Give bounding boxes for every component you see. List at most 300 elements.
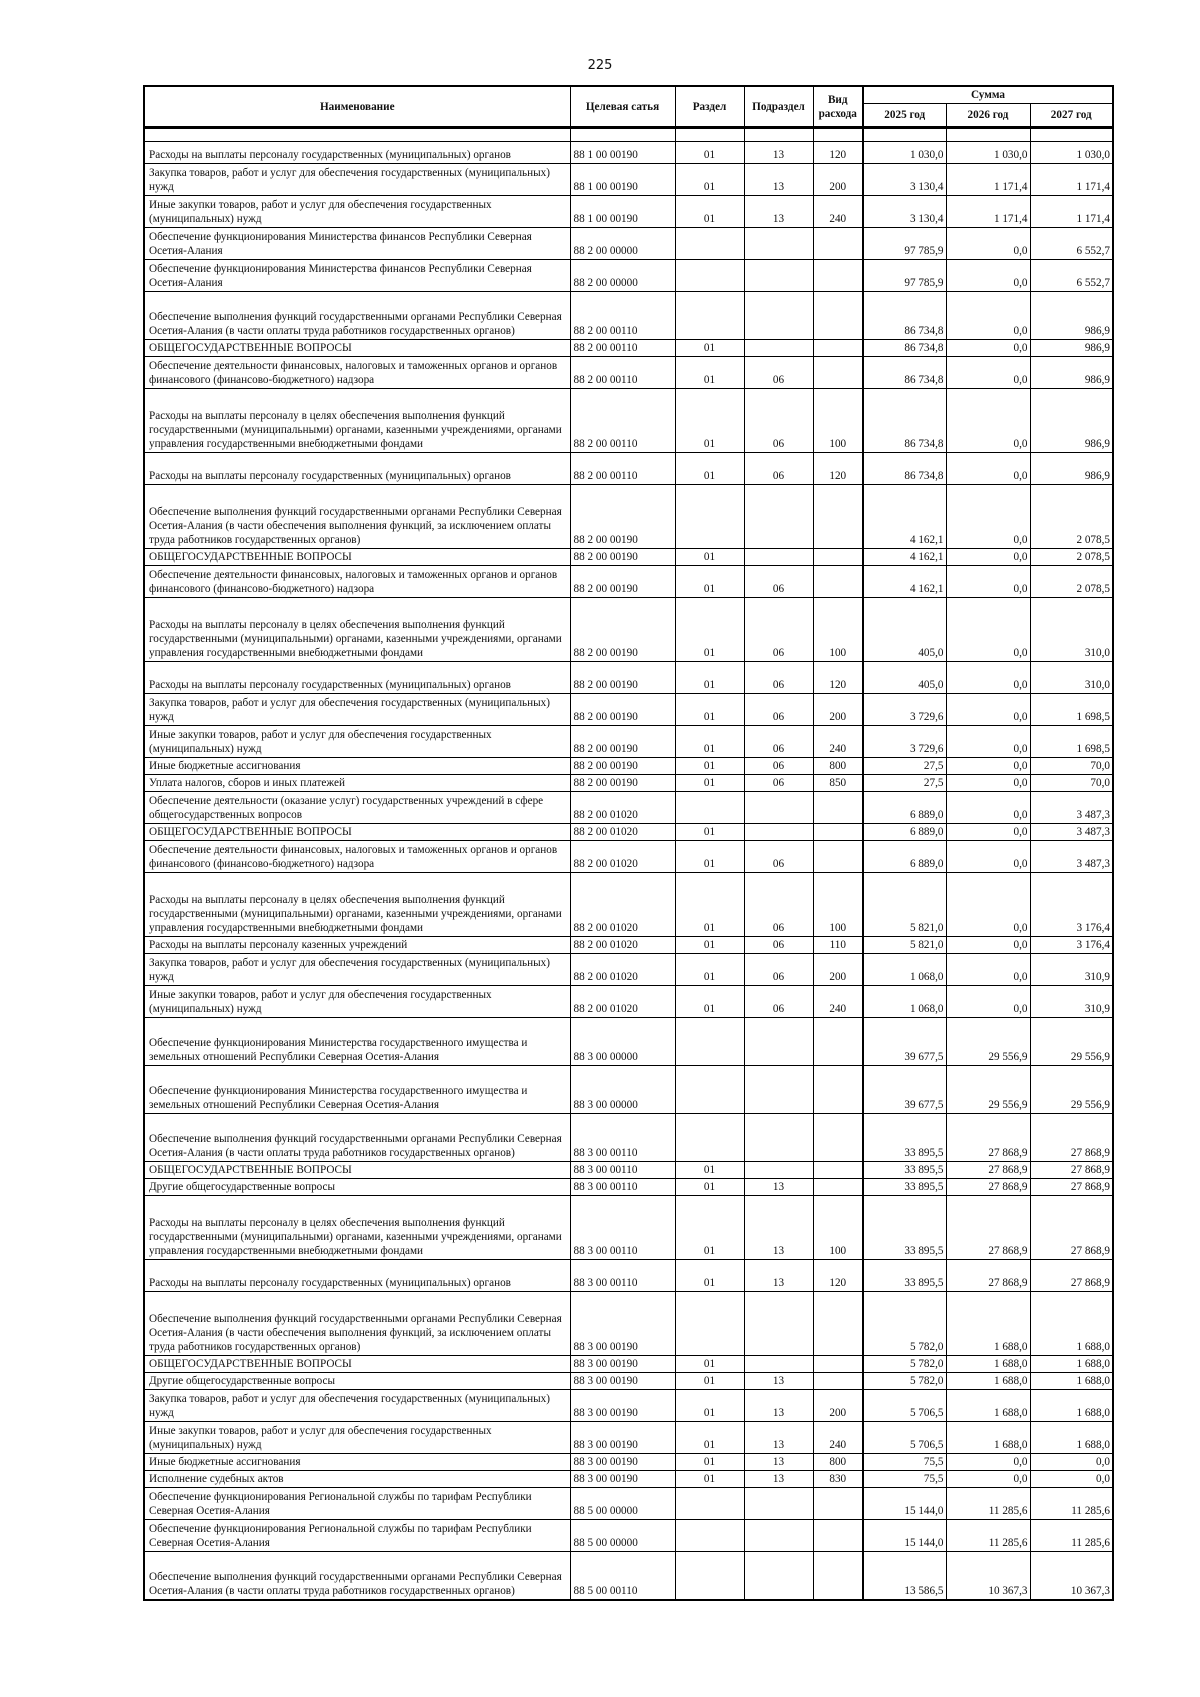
cell-section (675, 228, 744, 260)
cell-2026: 0,0 (946, 292, 1030, 340)
cell-name: Обеспечение выполнения функций государственными органами Республики Северная Осетия-Алания (в части оплаты труда работников государственных органов) (144, 1552, 570, 1600)
cell-2025: 1 030,0 (863, 142, 946, 164)
cell-2025: 86 734,8 (863, 357, 946, 389)
cell-target: 88 3 00 00110 (570, 1114, 675, 1162)
cell-subsection (744, 228, 813, 260)
cell-2027: 27 868,9 (1030, 1196, 1113, 1260)
cell-target: 88 2 00 00190 (570, 485, 675, 549)
cell-section (675, 792, 744, 824)
cell-type (813, 1179, 863, 1196)
table-row (144, 142, 1113, 164)
cell-type: 100 (813, 389, 863, 453)
cell-2027: 2 078,5 (1030, 566, 1113, 598)
cell-2027: 3 487,3 (1030, 792, 1113, 824)
header-subsection: Подраздел (744, 86, 813, 128)
cell-subsection (744, 260, 813, 292)
cell-2025: 97 785,9 (863, 228, 946, 260)
cell-2026: 0,0 (946, 726, 1030, 758)
cell-name: ОБЩЕГОСУДАРСТВЕННЫЕ ВОПРОСЫ (144, 1356, 570, 1373)
cell-2025: 5 706,5 (863, 1390, 946, 1422)
table-row (144, 453, 1113, 485)
cell-type: 120 (813, 142, 863, 164)
table-row (144, 726, 1113, 758)
cell-2026: 0,0 (946, 758, 1030, 775)
cell-2025: 86 734,8 (863, 340, 946, 357)
cell-name: ОБЩЕГОСУДАРСТВЕННЫЕ ВОПРОСЫ (144, 549, 570, 566)
cell-2026: 0,0 (946, 485, 1030, 549)
cell-section: 01 (675, 142, 744, 164)
cell-subsection (744, 1552, 813, 1600)
cell-subsection: 06 (744, 841, 813, 873)
cell-2027: 0,0 (1030, 1454, 1113, 1471)
cell-2026: 1 171,4 (946, 196, 1030, 228)
table-row (144, 549, 1113, 566)
cell-type: 830 (813, 1471, 863, 1488)
cell-2027: 70,0 (1030, 775, 1113, 792)
cell-2025: 97 785,9 (863, 260, 946, 292)
cell-target: 88 2 00 00190 (570, 775, 675, 792)
table-row (144, 1390, 1113, 1422)
cell-section: 01 (675, 758, 744, 775)
table-row (144, 292, 1113, 340)
cell-type: 200 (813, 694, 863, 726)
cell-2025: 5 821,0 (863, 873, 946, 937)
budget-table (143, 85, 1114, 1601)
cell-subsection: 13 (744, 1373, 813, 1390)
cell-name: Расходы на выплаты персоналу государственных (муниципальных) органов (144, 662, 570, 694)
cell-subsection: 06 (744, 954, 813, 986)
cell-target: 88 2 00 01020 (570, 954, 675, 986)
cell-name: Расходы на выплаты персоналу в целях обеспечения выполнения функций государственными (муниципальными) органами, казенными учреждениями, органами управления государственными внебюджетными фондами (144, 1196, 570, 1260)
spacer-cell (1030, 128, 1113, 142)
cell-2026: 0,0 (946, 775, 1030, 792)
cell-type (813, 841, 863, 873)
spacer-cell (144, 128, 570, 142)
table-row (144, 758, 1113, 775)
cell-2027: 3 176,4 (1030, 873, 1113, 937)
table-row (144, 1196, 1113, 1260)
cell-type: 100 (813, 1196, 863, 1260)
cell-type (813, 549, 863, 566)
cell-2027: 310,0 (1030, 662, 1113, 694)
cell-name: Обеспечение деятельности (оказание услуг) государственных учреждений в сфере общегосударственных вопросов (144, 792, 570, 824)
cell-type: 110 (813, 937, 863, 954)
cell-section: 01 (675, 841, 744, 873)
cell-section: 01 (675, 1196, 744, 1260)
cell-section: 01 (675, 775, 744, 792)
cell-2025: 5 706,5 (863, 1422, 946, 1454)
cell-target: 88 3 00 00190 (570, 1292, 675, 1356)
cell-name: Иные закупки товаров, работ и услуг для обеспечения государственных (муниципальных) нужд (144, 196, 570, 228)
cell-name: Расходы на выплаты персоналу в целях обеспечения выполнения функций государственными (муниципальными) органами, казенными учреждениями, органами управления государственными внебюджетными фондами (144, 598, 570, 662)
cell-target: 88 3 00 00110 (570, 1179, 675, 1196)
cell-subsection: 06 (744, 357, 813, 389)
table-row (144, 1471, 1113, 1488)
table-row (144, 228, 1113, 260)
cell-target: 88 3 00 00190 (570, 1422, 675, 1454)
cell-name: Расходы на выплаты персоналу в целях обеспечения выполнения функций государственными (муниципальными) органами, казенными учреждениями, органами управления государственными внебюджетными фондами (144, 873, 570, 937)
cell-name: Обеспечение деятельности финансовых, налоговых и таможенных органов и органов финансового (финансово-бюджетного) надзора (144, 357, 570, 389)
cell-2027: 3 487,3 (1030, 841, 1113, 873)
cell-2026: 0,0 (946, 598, 1030, 662)
cell-2025: 13 586,5 (863, 1552, 946, 1600)
cell-2027: 3 487,3 (1030, 824, 1113, 841)
cell-2025: 405,0 (863, 662, 946, 694)
cell-target: 88 5 00 00000 (570, 1520, 675, 1552)
cell-subsection (744, 1066, 813, 1114)
cell-subsection (744, 1018, 813, 1066)
table-row (144, 598, 1113, 662)
cell-target: 88 1 00 00190 (570, 164, 675, 196)
cell-target: 88 3 00 00190 (570, 1373, 675, 1390)
cell-2026: 11 285,6 (946, 1520, 1030, 1552)
cell-2027: 986,9 (1030, 357, 1113, 389)
cell-2027: 986,9 (1030, 453, 1113, 485)
cell-2027: 2 078,5 (1030, 549, 1113, 566)
table-row (144, 340, 1113, 357)
cell-2026: 29 556,9 (946, 1018, 1030, 1066)
cell-2025: 33 895,5 (863, 1260, 946, 1292)
cell-type (813, 340, 863, 357)
cell-target: 88 3 00 00190 (570, 1356, 675, 1373)
table-row (144, 694, 1113, 726)
cell-target: 88 3 00 00110 (570, 1162, 675, 1179)
cell-type: 800 (813, 1454, 863, 1471)
cell-subsection (744, 1520, 813, 1552)
spacer-cell (946, 128, 1030, 142)
cell-2025: 405,0 (863, 598, 946, 662)
cell-type (813, 1292, 863, 1356)
cell-2026: 1 030,0 (946, 142, 1030, 164)
cell-2026: 0,0 (946, 873, 1030, 937)
cell-2026: 1 171,4 (946, 164, 1030, 196)
cell-subsection (744, 292, 813, 340)
cell-type (813, 792, 863, 824)
header-2026: 2026 год (946, 104, 1030, 128)
cell-type (813, 357, 863, 389)
table-row (144, 196, 1113, 228)
cell-2026: 1 688,0 (946, 1390, 1030, 1422)
cell-2025: 4 162,1 (863, 566, 946, 598)
cell-name: Закупка товаров, работ и услуг для обеспечения государственных (муниципальных) нужд (144, 954, 570, 986)
cell-2027: 29 556,9 (1030, 1066, 1113, 1114)
cell-name: Расходы на выплаты персоналу государственных (муниципальных) органов (144, 453, 570, 485)
cell-2025: 3 130,4 (863, 196, 946, 228)
cell-2027: 310,9 (1030, 954, 1113, 986)
cell-type (813, 824, 863, 841)
cell-name: Обеспечение функционирования Региональной службы по тарифам Республики Северная Осетия-Алания (144, 1488, 570, 1520)
cell-type: 120 (813, 662, 863, 694)
cell-type (813, 260, 863, 292)
cell-2025: 6 889,0 (863, 824, 946, 841)
header-target: Целевая сатья (570, 86, 675, 128)
cell-2026: 0,0 (946, 389, 1030, 453)
cell-subsection: 13 (744, 1422, 813, 1454)
cell-section: 01 (675, 873, 744, 937)
cell-section: 01 (675, 954, 744, 986)
cell-target: 88 2 00 00190 (570, 566, 675, 598)
cell-2026: 0,0 (946, 357, 1030, 389)
cell-section (675, 1488, 744, 1520)
cell-section: 01 (675, 389, 744, 453)
cell-2026: 0,0 (946, 986, 1030, 1018)
cell-2026: 0,0 (946, 566, 1030, 598)
header-sum: Сумма (863, 86, 1113, 104)
table-row (144, 841, 1113, 873)
table-row (144, 662, 1113, 694)
cell-section: 01 (675, 1179, 744, 1196)
spacer-cell (675, 128, 744, 142)
cell-section: 01 (675, 566, 744, 598)
cell-section (675, 485, 744, 549)
cell-2026: 0,0 (946, 1471, 1030, 1488)
table-row (144, 389, 1113, 453)
cell-subsection: 06 (744, 937, 813, 954)
cell-2026: 27 868,9 (946, 1179, 1030, 1196)
cell-2027: 27 868,9 (1030, 1179, 1113, 1196)
cell-section (675, 1066, 744, 1114)
cell-2025: 15 144,0 (863, 1520, 946, 1552)
cell-target: 88 2 00 01020 (570, 873, 675, 937)
cell-target: 88 2 00 01020 (570, 841, 675, 873)
cell-2027: 1 698,5 (1030, 694, 1113, 726)
cell-2025: 33 895,5 (863, 1114, 946, 1162)
page-number: 225 (587, 58, 613, 73)
cell-name: Уплата налогов, сборов и иных платежей (144, 775, 570, 792)
table-row (144, 1114, 1113, 1162)
cell-type: 240 (813, 726, 863, 758)
cell-2026: 1 688,0 (946, 1422, 1030, 1454)
cell-2025: 33 895,5 (863, 1162, 946, 1179)
cell-name: Обеспечение функционирования Министерства государственного имущества и земельных отношений Республики Северная Осетия-Алания (144, 1018, 570, 1066)
cell-2027: 11 285,6 (1030, 1520, 1113, 1552)
cell-section: 01 (675, 1373, 744, 1390)
cell-name: Обеспечение функционирования Министерства государственного имущества и земельных отношений Республики Северная Осетия-Алания (144, 1066, 570, 1114)
cell-target: 88 2 00 00110 (570, 389, 675, 453)
cell-2027: 1 698,5 (1030, 726, 1113, 758)
cell-2026: 0,0 (946, 937, 1030, 954)
cell-subsection (744, 824, 813, 841)
cell-2025: 15 144,0 (863, 1488, 946, 1520)
cell-name: Расходы на выплаты персоналу государственных (муниципальных) органов (144, 1260, 570, 1292)
table-row (144, 792, 1113, 824)
cell-2027: 6 552,7 (1030, 228, 1113, 260)
cell-2025: 4 162,1 (863, 549, 946, 566)
cell-subsection: 13 (744, 1179, 813, 1196)
cell-type (813, 292, 863, 340)
cell-subsection: 06 (744, 453, 813, 485)
cell-2027: 11 285,6 (1030, 1488, 1113, 1520)
cell-name: Иные закупки товаров, работ и услуг для обеспечения государственных (муниципальных) нужд (144, 1422, 570, 1454)
cell-target: 88 3 00 00190 (570, 1454, 675, 1471)
table-row (144, 1454, 1113, 1471)
cell-subsection: 13 (744, 142, 813, 164)
cell-section: 01 (675, 694, 744, 726)
cell-section: 01 (675, 824, 744, 841)
cell-2026: 27 868,9 (946, 1114, 1030, 1162)
cell-section (675, 1520, 744, 1552)
cell-section (675, 1552, 744, 1600)
header-section: Раздел (675, 86, 744, 128)
cell-section: 01 (675, 1471, 744, 1488)
cell-target: 88 2 00 00190 (570, 549, 675, 566)
cell-2026: 0,0 (946, 453, 1030, 485)
cell-2026: 27 868,9 (946, 1196, 1030, 1260)
table-row (144, 1018, 1113, 1066)
cell-section: 01 (675, 937, 744, 954)
cell-section: 01 (675, 164, 744, 196)
cell-name: Обеспечение выполнения функций государственными органами Республики Северная Осетия-Алания (в части оплаты труда работников государственных органов) (144, 292, 570, 340)
cell-type: 100 (813, 873, 863, 937)
cell-2025: 3 729,6 (863, 694, 946, 726)
cell-2026: 1 688,0 (946, 1292, 1030, 1356)
cell-type (813, 1552, 863, 1600)
cell-subsection: 06 (744, 389, 813, 453)
cell-type (813, 1373, 863, 1390)
cell-subsection (744, 340, 813, 357)
cell-target: 88 2 00 00190 (570, 726, 675, 758)
cell-2025: 6 889,0 (863, 792, 946, 824)
cell-section: 01 (675, 1356, 744, 1373)
cell-name: Обеспечение деятельности финансовых, налоговых и таможенных органов и органов финансового (финансово-бюджетного) надзора (144, 841, 570, 873)
cell-2025: 4 162,1 (863, 485, 946, 549)
cell-subsection: 13 (744, 1471, 813, 1488)
cell-subsection (744, 1162, 813, 1179)
cell-type (813, 1018, 863, 1066)
cell-subsection: 06 (744, 694, 813, 726)
cell-2027: 986,9 (1030, 340, 1113, 357)
cell-2025: 86 734,8 (863, 453, 946, 485)
cell-2026: 27 868,9 (946, 1162, 1030, 1179)
cell-2027: 70,0 (1030, 758, 1113, 775)
cell-2026: 0,0 (946, 1454, 1030, 1471)
cell-2025: 1 068,0 (863, 954, 946, 986)
cell-name: Исполнение судебных актов (144, 1471, 570, 1488)
table-row (144, 1179, 1113, 1196)
cell-section: 01 (675, 340, 744, 357)
cell-name: Расходы на выплаты персоналу казенных учреждений (144, 937, 570, 954)
cell-section (675, 1114, 744, 1162)
cell-2027: 1 030,0 (1030, 142, 1113, 164)
cell-name: Расходы на выплаты персоналу государственных (муниципальных) органов (144, 142, 570, 164)
cell-subsection: 06 (744, 726, 813, 758)
cell-target: 88 2 00 00110 (570, 357, 675, 389)
cell-subsection (744, 1114, 813, 1162)
cell-section: 01 (675, 1454, 744, 1471)
cell-name: Обеспечение выполнения функций государственными органами Республики Северная Осетия-Алания (в части оплаты труда работников государственных органов) (144, 1114, 570, 1162)
cell-2025: 3 130,4 (863, 164, 946, 196)
cell-subsection (744, 485, 813, 549)
table-body (144, 128, 1113, 1600)
cell-subsection (744, 1292, 813, 1356)
cell-subsection: 13 (744, 1196, 813, 1260)
cell-2026: 11 285,6 (946, 1488, 1030, 1520)
cell-type (813, 485, 863, 549)
cell-target: 88 2 00 00110 (570, 453, 675, 485)
cell-2027: 1 688,0 (1030, 1390, 1113, 1422)
cell-2027: 27 868,9 (1030, 1162, 1113, 1179)
cell-target: 88 5 00 00000 (570, 1488, 675, 1520)
cell-2026: 0,0 (946, 824, 1030, 841)
cell-2025: 86 734,8 (863, 292, 946, 340)
cell-2027: 3 176,4 (1030, 937, 1113, 954)
table-row (144, 873, 1113, 937)
cell-name: Закупка товаров, работ и услуг для обеспечения государственных (муниципальных) нужд (144, 164, 570, 196)
cell-subsection: 06 (744, 873, 813, 937)
cell-2027: 1 688,0 (1030, 1356, 1113, 1373)
cell-target: 88 2 00 00190 (570, 662, 675, 694)
cell-subsection: 13 (744, 164, 813, 196)
cell-type: 240 (813, 196, 863, 228)
cell-section: 01 (675, 662, 744, 694)
cell-target: 88 2 00 00110 (570, 340, 675, 357)
cell-2025: 86 734,8 (863, 389, 946, 453)
cell-section: 01 (675, 1422, 744, 1454)
cell-section (675, 1292, 744, 1356)
cell-2027: 1 688,0 (1030, 1422, 1113, 1454)
cell-target: 88 3 00 00000 (570, 1066, 675, 1114)
table-row (144, 954, 1113, 986)
cell-subsection: 13 (744, 1260, 813, 1292)
cell-subsection: 06 (744, 662, 813, 694)
cell-target: 88 3 00 00110 (570, 1260, 675, 1292)
cell-target: 88 2 00 00190 (570, 598, 675, 662)
cell-name: Обеспечение выполнения функций государственными органами Республики Северная Осетия-Алания (в части обеспечения выполнения функций, за исключением оплаты труда работников государственных органов) (144, 1292, 570, 1356)
cell-2026: 0,0 (946, 340, 1030, 357)
cell-2026: 0,0 (946, 694, 1030, 726)
header-2027: 2027 год (1030, 104, 1113, 128)
cell-2027: 27 868,9 (1030, 1114, 1113, 1162)
cell-section: 01 (675, 986, 744, 1018)
cell-target: 88 3 00 00190 (570, 1471, 675, 1488)
cell-2026: 0,0 (946, 792, 1030, 824)
cell-type: 240 (813, 1422, 863, 1454)
cell-section: 01 (675, 1162, 744, 1179)
table-row (144, 1488, 1113, 1520)
cell-subsection: 06 (744, 758, 813, 775)
table-row (144, 824, 1113, 841)
spacer-cell (744, 128, 813, 142)
table-row (144, 1356, 1113, 1373)
cell-2025: 33 895,5 (863, 1196, 946, 1260)
cell-target: 88 1 00 00190 (570, 196, 675, 228)
cell-target: 88 1 00 00190 (570, 142, 675, 164)
cell-2026: 10 367,3 (946, 1552, 1030, 1600)
cell-2027: 29 556,9 (1030, 1018, 1113, 1066)
table-header (144, 86, 1113, 128)
cell-2027: 1 688,0 (1030, 1292, 1113, 1356)
cell-2027: 2 078,5 (1030, 485, 1113, 549)
cell-2027: 27 868,9 (1030, 1260, 1113, 1292)
cell-subsection (744, 549, 813, 566)
cell-name: ОБЩЕГОСУДАРСТВЕННЫЕ ВОПРОСЫ (144, 340, 570, 357)
cell-2026: 0,0 (946, 228, 1030, 260)
cell-type (813, 228, 863, 260)
cell-2025: 1 068,0 (863, 986, 946, 1018)
cell-name: Закупка товаров, работ и услуг для обеспечения государственных (муниципальных) нужд (144, 694, 570, 726)
cell-2025: 3 729,6 (863, 726, 946, 758)
cell-type (813, 1356, 863, 1373)
cell-2025: 75,5 (863, 1471, 946, 1488)
cell-type: 100 (813, 598, 863, 662)
table-row (144, 1373, 1113, 1390)
cell-target: 88 3 00 00000 (570, 1018, 675, 1066)
cell-type (813, 1162, 863, 1179)
cell-2025: 5 782,0 (863, 1373, 946, 1390)
spacer-cell (570, 128, 675, 142)
table-row (144, 937, 1113, 954)
cell-2027: 986,9 (1030, 389, 1113, 453)
